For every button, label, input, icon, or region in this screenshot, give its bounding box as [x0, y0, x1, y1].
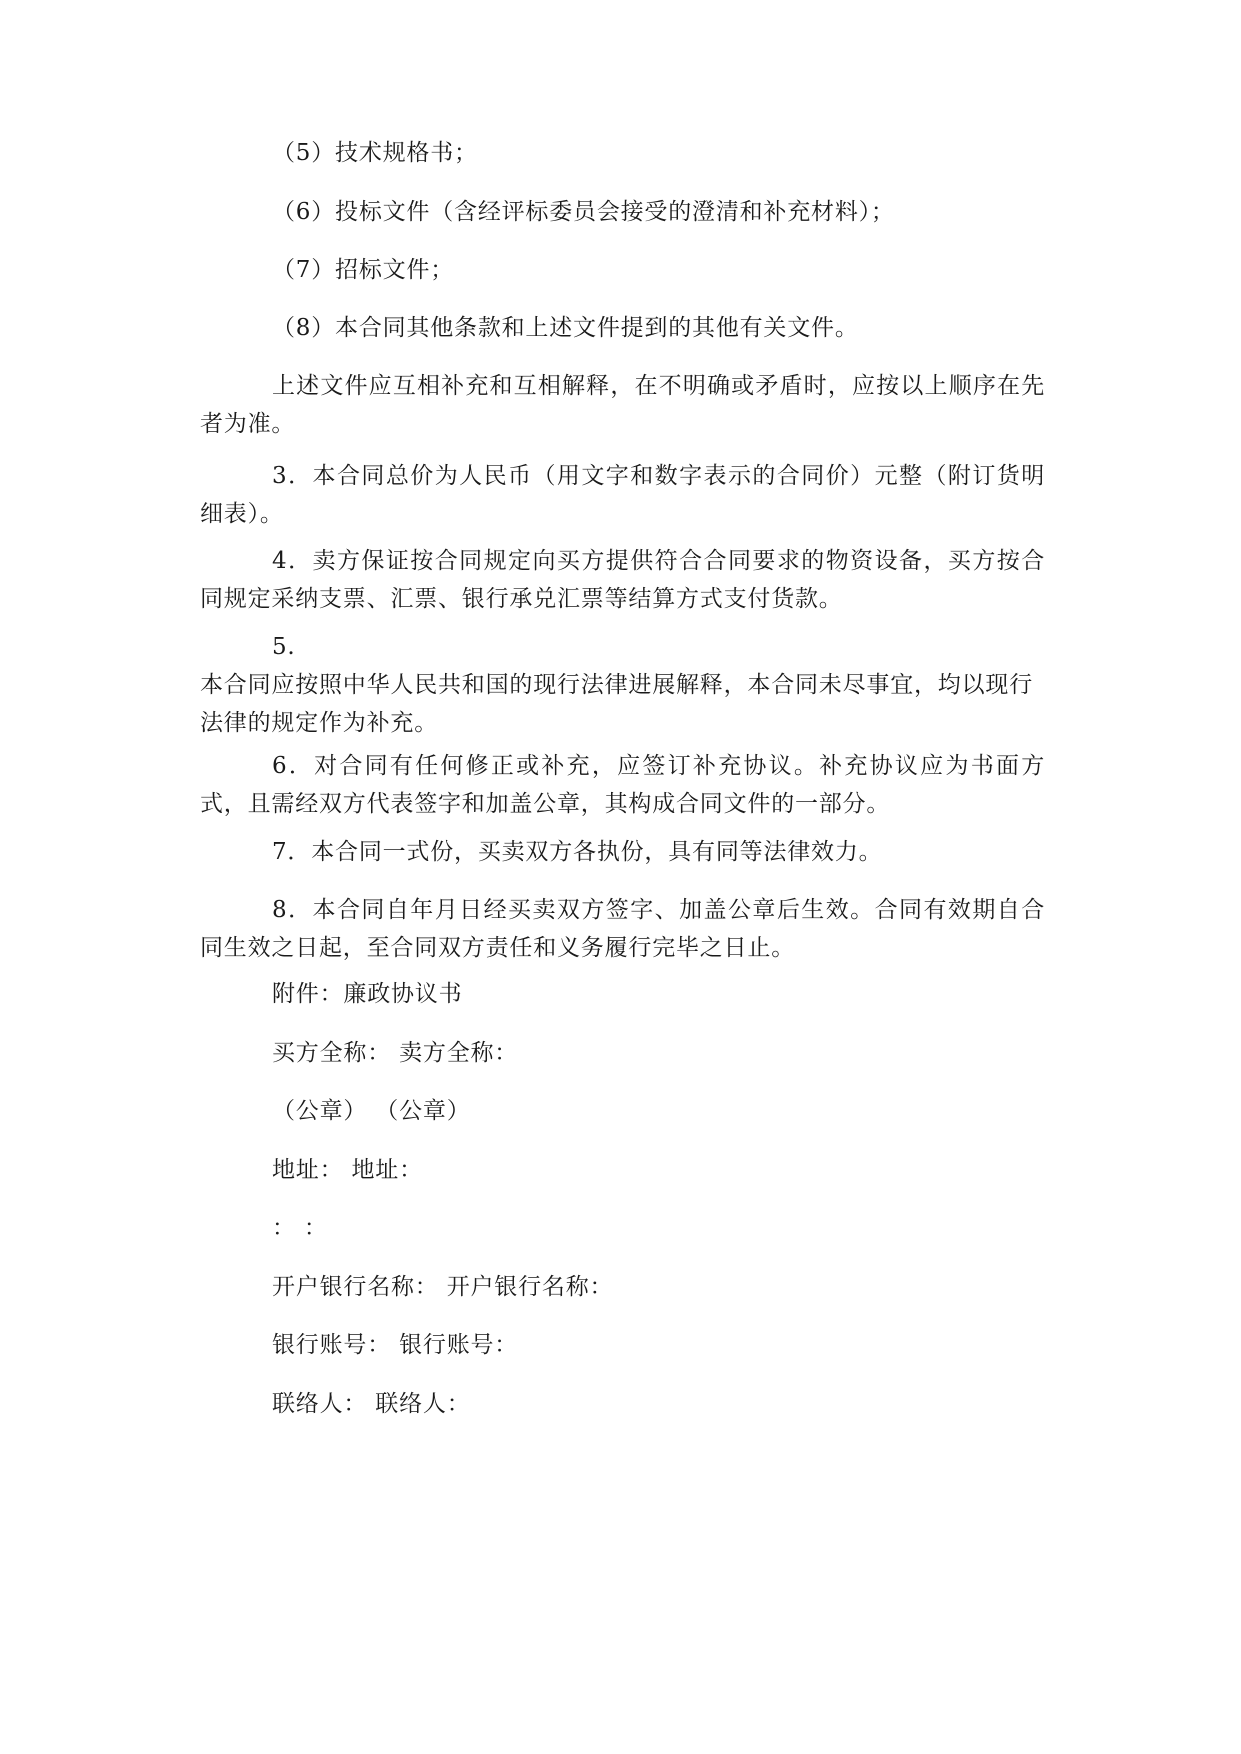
address-line: 地址： 地址： [272, 1157, 423, 1183]
clause-5-text: 本合同应按照中华人民共和国的现行法律进展解释，本合同未尽事宜，均以现行法律的规定作为补充。 [200, 672, 1033, 736]
item-6-bid-documents: （6）投标文件（含经评标委员会接受的澄清和补充材料）； [272, 199, 895, 225]
clause-6-amendments: 6．对合同有任何修正或补充，应签订补充协议。补充协议应为书面方式，且需经双方代表签字和加盖公章，其构成合同文件的一部分。 [200, 753, 1045, 817]
item-7-tender-documents: （7）招标文件； [272, 257, 455, 283]
contact-person-line: 联络人： 联络人： [272, 1391, 471, 1417]
clause-8-effective-date: 8．本合同自年月日经买卖双方签字、加盖公章后生效。合同有效期自合同生效之日起，至合同双方责任和义务履行完毕之日止。 [200, 897, 1045, 961]
bank-account-line: 银行账号： 银行账号： [272, 1332, 519, 1358]
bank-name-line: 开户银行名称： 开户银行名称： [272, 1274, 614, 1300]
precedence-paragraph: 上述文件应互相补充和互相解释，在不明确或矛盾时，应按以上顺序在先者为准。 [200, 373, 1045, 437]
seal-line: （公章） （公章） [272, 1098, 471, 1124]
clause-5-number: 5. [272, 634, 296, 660]
clause-5-governing-law [200, 628, 1045, 742]
party-names-line: 买方全称： 卖方全称： [272, 1040, 519, 1066]
item-5-technical-spec: （5）技术规格书； [272, 140, 478, 166]
item-8-other-documents: （8）本合同其他条款和上述文件提到的其他有关文件。 [272, 315, 859, 341]
attachment-line: 附件：廉政协议书 [272, 981, 463, 1007]
clause-3-total-price: 3．本合同总价为人民币（用文字和数字表示的合同价）元整（附订货明细表）。 [200, 463, 1045, 527]
colon-line: ： ： [272, 1215, 328, 1241]
clause-7-copies: 7．本合同一式份，买卖双方各执份，具有同等法律效力。 [272, 839, 883, 865]
clause-4-payment: 4．卖方保证按合同规定向买方提供符合合同要求的物资设备，买方按合同规定采纳支票、汇票、银行承兑汇票等结算方式支付货款。 [200, 548, 1045, 612]
